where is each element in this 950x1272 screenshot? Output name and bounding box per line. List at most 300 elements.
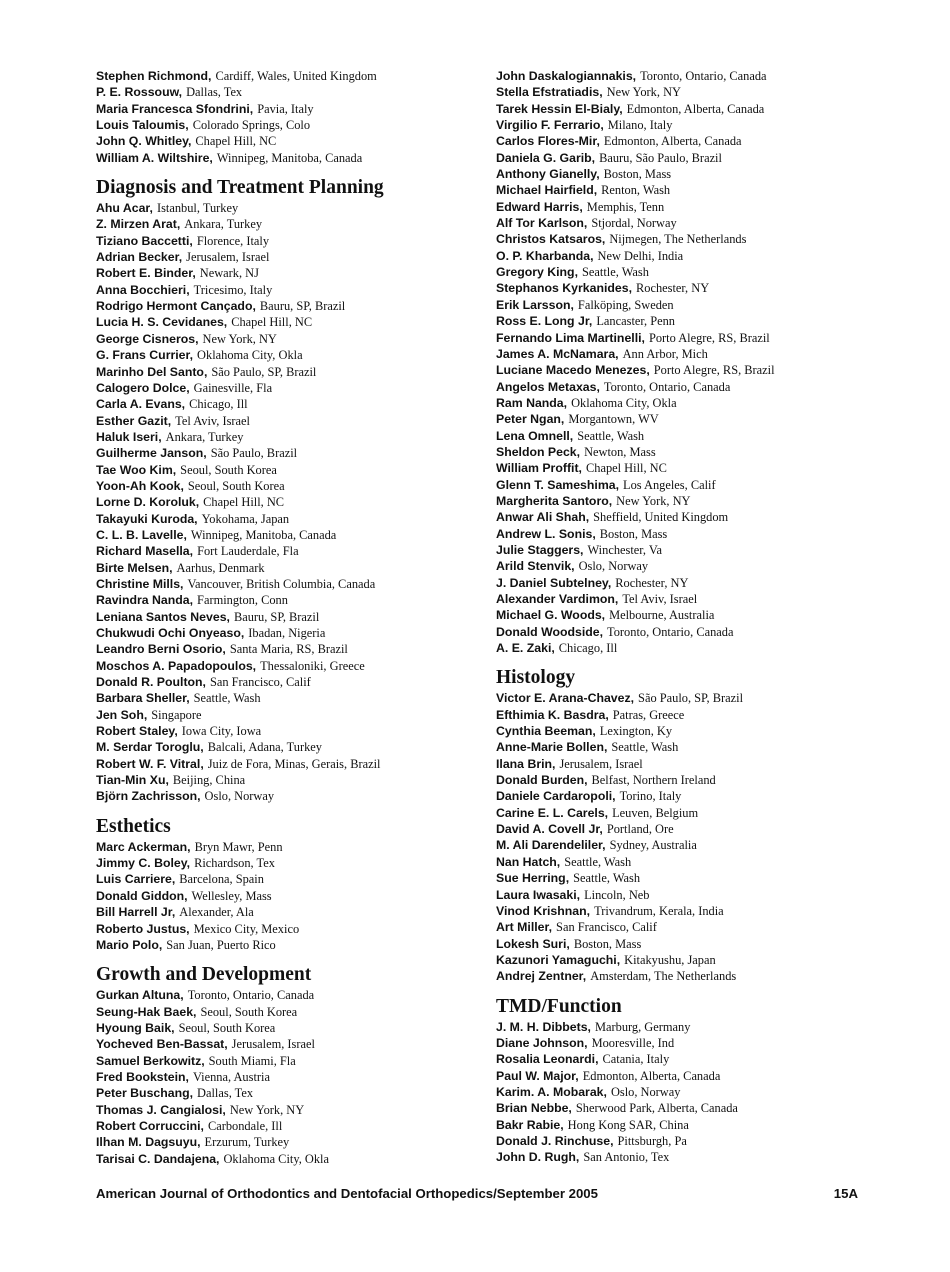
reviewer-name: Donald Burden, — [496, 773, 588, 788]
reviewer-entry — [496, 837, 906, 853]
reviewer-location: Lexington, Ky — [599, 724, 673, 739]
reviewer-location: Fort Lauderdale, Fla — [197, 544, 299, 559]
reviewer-entry — [96, 364, 481, 380]
reviewer-entry — [96, 314, 481, 330]
reviewer-name: Donald Woodside, — [496, 624, 604, 639]
reviewer-entry — [96, 1085, 481, 1101]
reviewer-location: Seoul, South Korea — [187, 478, 285, 493]
reviewer-location: Mexico City, Mexico — [193, 921, 300, 936]
reviewer-location: New York, NY — [229, 1102, 305, 1117]
reviewer-name: Calogero Dolce, — [96, 380, 190, 395]
reviewer-entry — [96, 68, 481, 84]
reviewer-entry — [496, 411, 906, 427]
reviewer-entry — [496, 395, 906, 411]
reviewer-location: Colorado Springs, Colo — [192, 118, 311, 133]
reviewer-name: Carine E. L. Carels, — [496, 805, 609, 820]
reviewer-location: Seoul, South Korea — [200, 1004, 298, 1019]
reviewer-entry — [96, 921, 481, 937]
reviewer-location: Chapel Hill, NC — [585, 461, 667, 476]
reviewer-location: Mooresville, Ind — [591, 1035, 675, 1050]
reviewer-location: Belfast, Northern Ireland — [591, 773, 716, 788]
reviewer-location: Boston, Mass — [573, 936, 642, 951]
reviewer-entry — [96, 788, 481, 804]
reviewer-entry — [496, 1068, 906, 1084]
reviewer-entry — [96, 1069, 481, 1085]
reviewer-location: Bryn Mawr, Penn — [194, 839, 283, 854]
reviewer-entry — [96, 674, 481, 690]
reviewer-name: Laura Iwasaki, — [496, 887, 581, 902]
reviewer-entry — [96, 1036, 481, 1052]
reviewer-entry — [96, 592, 481, 608]
reviewer-entry — [496, 723, 906, 739]
reviewer-name: Edward Harris, — [496, 199, 583, 214]
reviewer-location: Boston, Mass — [599, 526, 668, 541]
reviewer-name: Tae Woo Kim, — [96, 462, 177, 477]
reviewer-location: Newton, Mass — [584, 444, 656, 459]
reviewer-entry — [496, 444, 906, 460]
reviewer-name: Daniele Cardaropoli, — [496, 789, 616, 804]
reviewer-location: Thessaloniki, Greece — [260, 658, 365, 673]
reviewer-entry — [496, 690, 906, 706]
reviewer-location: Toronto, Ontario, Canada — [607, 624, 734, 639]
reviewer-name: Arild Stenvik, — [496, 559, 575, 574]
reviewer-name: Efthimia K. Basdra, — [496, 707, 609, 722]
reviewer-location: Jerusalem, Israel — [231, 1037, 315, 1052]
reviewer-name: Fred Bookstein, — [96, 1069, 189, 1084]
reviewer-location: Falköping, Sweden — [577, 297, 674, 312]
reviewer-entry — [496, 1149, 906, 1165]
reviewer-entry — [496, 739, 906, 755]
reviewer-location: Istanbul, Turkey — [156, 201, 239, 216]
reviewer-name: Michael G. Woods, — [496, 608, 606, 623]
reviewer-entry — [96, 855, 481, 871]
reviewer-entry — [96, 101, 481, 117]
reviewer-name: Ahu Acar, — [96, 201, 153, 216]
reviewer-location: São Paulo, SP, Brazil — [638, 691, 744, 706]
reviewer-location: Porto Alegre, RS, Brazil — [653, 363, 775, 378]
reviewer-entry — [496, 756, 906, 772]
reviewer-location: Oklahoma City, Okla — [197, 348, 303, 363]
reviewer-location: Oslo, Norway — [204, 789, 275, 804]
reviewer-name: Rodrigo Hermont Cançado, — [96, 299, 256, 314]
reviewer-entry — [96, 265, 481, 281]
reviewer-entry — [96, 527, 481, 543]
reviewer-name: Donald R. Poulton, — [96, 675, 206, 690]
reviewer-location: Portland, Ore — [606, 822, 674, 837]
reviewer-entry — [96, 216, 481, 232]
reviewer-location: Edmonton, Alberta, Canada — [603, 134, 742, 149]
reviewer-location: Chapel Hill, NC — [231, 315, 313, 330]
reviewer-name: Lorne D. Koroluk, — [96, 495, 200, 510]
reviewer-location: Winnipeg, Manitoba, Canada — [190, 527, 337, 542]
reviewer-entry — [96, 380, 481, 396]
reviewer-entry — [496, 1019, 906, 1035]
reviewer-entry — [96, 413, 481, 429]
reviewer-name: Lokesh Suri, — [496, 936, 570, 951]
reviewer-location: Toronto, Ontario, Canada — [603, 379, 731, 394]
reviewer-name: Mario Polo, — [96, 937, 163, 952]
reviewer-location: Aarhus, Denmark — [176, 560, 265, 575]
reviewer-entry — [496, 1084, 906, 1100]
reviewer-name: John Daskalogiannakis, — [496, 69, 637, 83]
reviewer-location: Chapel Hill, NC — [203, 495, 285, 510]
reviewer-location: Seoul, South Korea — [178, 1020, 276, 1035]
reviewer-location: Winchester, Va — [587, 542, 662, 557]
reviewer-location: Boston, Mass — [603, 167, 672, 182]
reviewer-name: Peter Buschang, — [96, 1086, 194, 1101]
reviewer-name: Stella Efstratiadis, — [496, 85, 603, 100]
reviewer-name: Victor E. Arana-Chavez, — [496, 691, 635, 706]
reviewer-name: Louis Taloumis, — [96, 118, 189, 133]
reviewer-name: Peter Ngan, — [496, 412, 565, 427]
reviewer-name: Virgilio F. Ferrario, — [496, 118, 604, 133]
reviewer-entry — [496, 84, 906, 100]
reviewer-location: Oklahoma City, Okla — [223, 1151, 330, 1166]
section-heading-histology: Histology — [496, 667, 576, 689]
reviewer-entry — [496, 821, 906, 837]
reviewer-entry — [496, 854, 906, 870]
reviewer-name: Lucia H. S. Cevidanes, — [96, 315, 228, 330]
reviewer-location: Edmonton, Alberta, Canada — [582, 1068, 721, 1083]
reviewer-name: Margherita Santoro, — [496, 493, 613, 508]
reviewer-name: Anwar Ali Shah, — [496, 510, 590, 525]
reviewer-entry — [96, 888, 481, 904]
reviewer-name: Takayuki Kuroda, — [96, 511, 198, 526]
reviewer-name: William A. Wiltshire, — [96, 150, 213, 165]
reviewer-entry — [496, 1133, 906, 1149]
reviewer-name: M. Serdar Toroglu, — [96, 740, 204, 755]
reviewer-entry — [496, 428, 906, 444]
reviewer-location: Marburg, Germany — [594, 1019, 691, 1034]
reviewer-location: Porto Alegre, RS, Brazil — [648, 330, 770, 345]
reviewer-entry — [496, 280, 906, 296]
reviewer-entry — [496, 788, 906, 804]
reviewer-name: George Cisneros, — [96, 331, 199, 346]
reviewer-name: Robert Staley, — [96, 724, 178, 739]
reviewer-name: Ilana Brin, — [496, 756, 556, 771]
reviewer-entry — [96, 756, 481, 772]
reviewer-entry — [96, 871, 481, 887]
reviewer-entry — [496, 166, 906, 182]
reviewer-name: G. Frans Currier, — [96, 348, 194, 363]
reviewer-location: Sherwood Park, Alberta, Canada — [575, 1101, 738, 1116]
reviewer-entry — [96, 690, 481, 706]
reviewer-entry — [96, 462, 481, 478]
reviewer-entry — [496, 493, 906, 509]
reviewer-entry — [96, 937, 481, 953]
reviewer-name: Marinho Del Santo, — [96, 364, 208, 379]
reviewer-name: Gregory King, — [496, 265, 578, 280]
reviewer-name: Sheldon Peck, — [496, 444, 581, 459]
reviewer-location: Balcali, Adana, Turkey — [207, 740, 322, 755]
reviewer-location: Rochester, NY — [615, 575, 689, 590]
reviewer-name: Jimmy C. Boley, — [96, 856, 191, 871]
reviewer-name: Diane Johnson, — [496, 1035, 588, 1050]
reviewer-location: Ankara, Turkey — [184, 217, 263, 232]
reviewer-name: Vinod Krishnan, — [496, 903, 591, 918]
reviewer-entry — [96, 560, 481, 576]
reviewer-entry — [496, 509, 906, 525]
reviewer-name: Angelos Metaxas, — [496, 379, 600, 394]
reviewer-location: Jerusalem, Israel — [186, 250, 270, 265]
reviewer-entry — [496, 117, 906, 133]
reviewer-location: Singapore — [151, 707, 202, 722]
reviewer-location: Pavia, Italy — [257, 101, 314, 116]
reviewer-entry — [496, 362, 906, 378]
reviewer-location: Wellesley, Mass — [191, 888, 272, 903]
reviewer-entry — [496, 707, 906, 723]
section-heading-diagnosis-and-treatment-planning: Diagnosis and Treatment Planning — [96, 177, 384, 199]
reviewer-location: Seattle, Wash — [577, 428, 645, 443]
reviewer-entry — [96, 1004, 481, 1020]
section-heading-growth-and-development: Growth and Development — [96, 964, 312, 986]
reviewer-location: Amsterdam, The Netherlands — [590, 969, 737, 984]
reviewer-name: Björn Zachrisson, — [96, 789, 201, 804]
right-column — [496, 68, 906, 1166]
reviewer-entry — [96, 347, 481, 363]
reviewer-entry — [496, 542, 906, 558]
reviewer-location: Lancaster, Penn — [596, 314, 675, 329]
reviewer-location: Milano, Italy — [607, 118, 673, 133]
reviewer-location: New York, NY — [202, 331, 277, 346]
reviewer-name: Art Miller, — [496, 920, 553, 935]
reviewer-entry — [496, 199, 906, 215]
reviewer-location: São Paulo, Brazil — [210, 446, 298, 461]
reviewer-name: Seung-Hak Baek, — [96, 1004, 197, 1019]
reviewer-name: David A. Covell Jr, — [496, 822, 603, 837]
reviewer-entry — [496, 772, 906, 788]
reviewer-name: Robert E. Binder, — [96, 266, 196, 281]
reviewer-name: Michael Hairfield, — [496, 183, 598, 198]
reviewer-location: New Delhi, India — [597, 248, 684, 263]
reviewer-location: Carbondale, Ill — [207, 1118, 283, 1133]
reviewer-name: J. M. H. Dibbets, — [496, 1019, 591, 1034]
reviewer-location: Ankara, Turkey — [165, 429, 244, 444]
reviewer-name: Yoon-Ah Kook, — [96, 478, 184, 493]
reviewer-name: Samuel Berkowitz, — [96, 1053, 205, 1068]
reviewer-location: Sheffield, United Kingdom — [593, 510, 729, 525]
reviewer-name: Julie Staggers, — [496, 542, 584, 557]
reviewer-location: San Juan, Puerto Rico — [166, 937, 276, 952]
reviewer-entry — [96, 1020, 481, 1036]
reviewer-entry — [496, 936, 906, 952]
reviewer-name: Carlos Flores-Mir, — [496, 134, 600, 149]
reviewer-name: Donald J. Rinchuse, — [496, 1133, 614, 1148]
reviewer-name: Leniana Santos Neves, — [96, 609, 230, 624]
reviewer-name: Nan Hatch, — [496, 854, 561, 869]
reviewer-name: Anna Bocchieri, — [96, 282, 190, 297]
reviewer-location: Morgantown, WV — [568, 412, 659, 427]
reviewer-entry — [496, 133, 906, 149]
reviewer-entry — [496, 952, 906, 968]
reviewer-entry — [96, 543, 481, 559]
reviewer-location: Toronto, Ontario, Canada — [640, 69, 767, 83]
reviewer-entry — [496, 330, 906, 346]
reviewer-location: Rochester, NY — [636, 281, 710, 296]
reviewer-name: Esther Gazit, — [96, 413, 172, 428]
reviewer-entry — [96, 200, 481, 216]
reviewer-location: Richardson, Tex — [194, 856, 275, 871]
reviewer-entry — [96, 445, 481, 461]
reviewer-location: Patras, Greece — [612, 707, 685, 722]
reviewer-location: Beijing, China — [172, 773, 246, 788]
reviewer-entry — [496, 903, 906, 919]
reviewer-location: Memphis, Tenn — [586, 199, 665, 214]
reviewer-location: Seattle, Wash — [193, 691, 261, 706]
reviewer-entry — [496, 182, 906, 198]
reviewer-location: Renton, Wash — [601, 183, 671, 198]
reviewer-name: Z. Mirzen Arat, — [96, 217, 181, 232]
reviewer-name: Thomas J. Cangialosi, — [96, 1102, 226, 1117]
reviewer-location: Yokohama, Japan — [201, 511, 290, 526]
reviewer-location: Oklahoma City, Okla — [571, 395, 677, 410]
reviewer-entry — [96, 1134, 481, 1150]
reviewer-location: Barcelona, Spain — [179, 872, 264, 887]
reviewer-location: Dallas, Tex — [186, 85, 243, 100]
reviewer-entry — [496, 607, 906, 623]
reviewer-entry — [96, 511, 481, 527]
reviewer-location: Nijmegen, The Netherlands — [609, 232, 747, 247]
reviewer-name: A. E. Zaki, — [496, 641, 555, 656]
reviewer-entry — [496, 968, 906, 984]
reviewer-location: Torino, Italy — [619, 789, 682, 804]
reviewer-entry — [496, 624, 906, 640]
reviewer-location: Seattle, Wash — [611, 740, 679, 755]
reviewer-location: Kitakyushu, Japan — [624, 952, 716, 967]
reviewer-name: Stephen Richmond, — [96, 69, 212, 83]
reviewer-location: Florence, Italy — [196, 233, 270, 248]
reviewer-name: James A. McNamara, — [496, 346, 619, 361]
reviewer-name: Christos Katsaros, — [496, 232, 606, 247]
reviewer-name: Christine Mills, — [96, 576, 184, 591]
reviewer-entry — [96, 772, 481, 788]
reviewer-name: Anthony Gianelly, — [496, 167, 600, 182]
reviewer-entry — [96, 133, 481, 149]
reviewer-location: Chapel Hill, NC — [195, 134, 277, 149]
reviewer-entry — [496, 919, 906, 935]
reviewer-name: Rosalia Leonardi, — [496, 1052, 599, 1067]
reviewer-location: Oslo, Norway — [610, 1084, 681, 1099]
reviewer-entry — [96, 987, 481, 1003]
reviewer-entry — [496, 460, 906, 476]
reviewer-name: Luis Carriere, — [96, 872, 176, 887]
reviewer-location: Tricesimo, Italy — [193, 282, 273, 297]
reviewer-location: New York, NY — [616, 493, 691, 508]
reviewer-name: Roberto Justus, — [96, 921, 190, 936]
reviewer-entry — [496, 591, 906, 607]
reviewer-entry — [496, 1035, 906, 1051]
reviewer-location: Winnipeg, Manitoba, Canada — [216, 150, 363, 165]
reviewer-entry — [96, 1151, 481, 1167]
reviewer-entry — [96, 396, 481, 412]
reviewer-location: Iowa City, Iowa — [181, 724, 262, 739]
reviewer-name: Richard Masella, — [96, 544, 194, 559]
reviewer-name: J. Daniel Subtelney, — [496, 575, 612, 590]
reviewer-location: Catania, Italy — [602, 1052, 670, 1067]
reviewer-entry — [496, 346, 906, 362]
reviewer-name: Gurkan Altuna, — [96, 988, 184, 1003]
reviewer-entry — [96, 84, 481, 100]
reviewer-name: Bill Harrell Jr, — [96, 905, 176, 920]
reviewer-location: Vancouver, British Columbia, Canada — [187, 576, 376, 591]
reviewer-name: Sue Herring, — [496, 871, 570, 886]
reviewer-entry — [496, 297, 906, 313]
reviewer-location: Bauru, SP, Brazil — [233, 609, 320, 624]
reviewer-location: Juiz de Fora, Minas, Gerais, Brazil — [207, 756, 381, 771]
reviewer-entry — [96, 658, 481, 674]
reviewer-entry — [496, 640, 906, 656]
reviewer-name: Erik Larsson, — [496, 297, 574, 312]
reviewer-name: Luciane Macedo Menezes, — [496, 363, 650, 378]
reviewer-location: Newark, NJ — [199, 266, 259, 281]
reviewer-location: Bauru, São Paulo, Brazil — [599, 150, 722, 165]
reviewer-name: P. E. Rossouw, — [96, 85, 183, 100]
reviewer-name: Barbara Sheller, — [96, 691, 190, 706]
reviewer-name: John D. Rugh, — [496, 1150, 580, 1165]
reviewer-name: Tarisai C. Dandajena, — [96, 1151, 220, 1166]
reviewer-entry — [496, 575, 906, 591]
reviewer-entry — [496, 526, 906, 542]
reviewer-location: San Francisco, Calif — [209, 675, 311, 690]
reviewer-entry — [496, 215, 906, 231]
reviewer-name: Birte Melsen, — [96, 560, 173, 575]
reviewer-name: Alexander Vardimon, — [496, 592, 619, 606]
reviewer-name: Paul W. Major, — [496, 1068, 579, 1083]
reviewer-location: Trivandrum, Kerala, India — [594, 903, 724, 918]
reviewer-entry — [96, 576, 481, 592]
reviewer-location: Seoul, South Korea — [180, 462, 277, 477]
reviewer-entry — [96, 117, 481, 133]
reviewer-entry — [496, 870, 906, 886]
reviewer-entry — [496, 248, 906, 264]
reviewer-location: Tel Aviv, Israel — [175, 413, 250, 428]
reviewer-name: Guilherme Janson, — [96, 446, 207, 461]
reviewer-entry — [96, 739, 481, 755]
reviewer-name: Moschos A. Papadopoulos, — [96, 658, 257, 673]
reviewer-location: Stjordal, Norway — [591, 216, 677, 231]
reviewer-name: O. P. Kharbanda, — [496, 248, 594, 263]
reviewer-location: Cardiff, Wales, United Kingdom — [215, 69, 377, 83]
reviewer-entry — [96, 494, 481, 510]
reviewer-name: Haluk Iseri, — [96, 429, 162, 444]
reviewer-name: Alf Tor Karlson, — [496, 216, 588, 231]
reviewer-name: John Q. Whitley, — [96, 134, 192, 149]
reviewer-location: New York, NY — [606, 85, 681, 100]
reviewer-name: William Proffit, — [496, 461, 582, 476]
reviewer-name: Andrew L. Sonis, — [496, 526, 596, 541]
reviewer-name: Karim. A. Mobarak, — [496, 1084, 607, 1099]
reviewer-location: Jerusalem, Israel — [559, 756, 643, 771]
reviewer-entry — [496, 101, 906, 117]
reviewer-entry — [496, 68, 906, 84]
reviewer-name: Glenn T. Sameshima, — [496, 477, 620, 492]
reviewer-entry — [96, 331, 481, 347]
reviewer-location: Lincoln, Neb — [584, 887, 650, 902]
reviewer-name: C. L. B. Lavelle, — [96, 527, 187, 542]
section-heading-esthetics: Esthetics — [96, 815, 171, 837]
reviewer-location: Gainesville, Fla — [193, 380, 273, 395]
reviewer-entry — [96, 609, 481, 625]
reviewer-location: Erzurum, Turkey — [204, 1135, 290, 1150]
reviewer-entry — [96, 1053, 481, 1069]
reviewer-entry — [496, 1117, 906, 1133]
reviewer-location: Toronto, Ontario, Canada — [187, 988, 315, 1003]
reviewer-entry — [96, 282, 481, 298]
reviewer-location: Santa Maria, RS, Brazil — [229, 642, 348, 657]
journal-citation: American Journal of Orthodontics and Dentofacial Orthopedics/September 2005 — [96, 1186, 598, 1201]
reviewer-location: Alexander, Ala — [179, 905, 254, 920]
reviewer-entry — [496, 558, 906, 574]
